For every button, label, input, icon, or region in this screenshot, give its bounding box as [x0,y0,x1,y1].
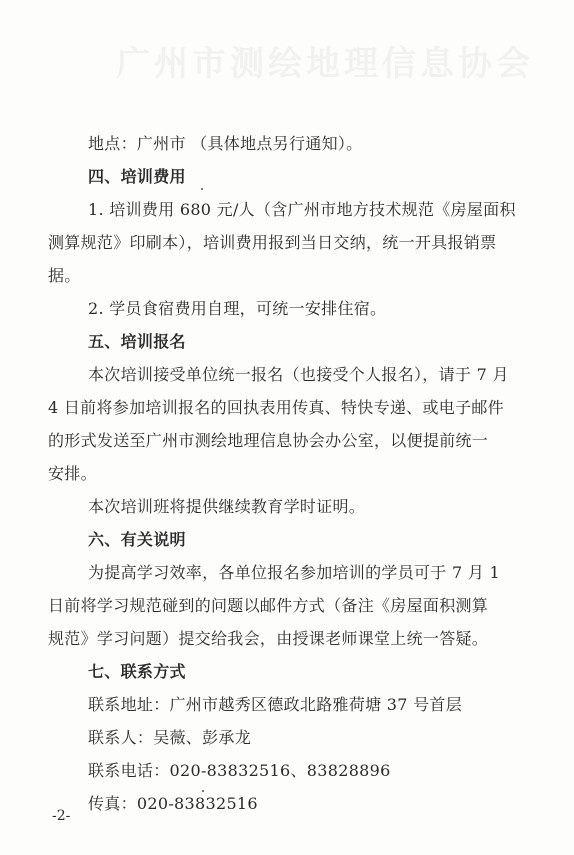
contact-fax: 传真：020-83832516 [88,794,258,813]
section-heading-fees: 四、培训费用 [88,167,186,186]
notes-para-line-3: 规范》学习问题）提交给我会，由授课老师课堂上统一答疑。 [48,629,489,648]
registration-para-line-1: 本次培训接受单位统一报名（也接受个人报名），请于 7 月 [88,365,509,384]
location-line: 地点：广州市 （具体地点另行通知）。 [88,134,363,153]
association-watermark: 广州市测绘地理信息协会 [116,44,534,84]
fees-item-1-line-3: 据。 [48,266,81,285]
contact-address: 联系地址：广州市越秀区德政北路雅荷塘 37 号首层 [88,695,463,714]
notes-para-line-2: 日前将学习规范碰到的问题以邮件方式（备注《房屋面积测算 [48,596,489,615]
notes-para-line-1: 为提高学习效率，各单位报名参加培训的学员可于 7 月 1 [88,563,501,582]
registration-para-line-2: 4 日前将参加培训报名的回执表用传真、特快专递、或电子邮件 [48,398,504,417]
section-heading-registration: 五、培训报名 [88,332,186,351]
registration-para-line-4: 安排。 [48,464,97,483]
fees-item-1-line-1: 1. 培训费用 680 元/人（含广州市地方技术规范《房屋面积 [88,200,516,219]
contact-phone: 联系电话：020-83832516、83828896 [88,761,391,780]
fees-item-1-line-2: 测算规范》印刷本），培训费用报到当日交纳，统一开具报销票 [48,233,497,252]
section-heading-contact: 七、联系方式 [88,662,186,681]
section-heading-notes: 六、有关说明 [88,530,186,549]
scan-speck [202,790,204,792]
registration-certificate-note: 本次培训班将提供继续教育学时证明。 [88,497,366,516]
scan-speck [201,188,203,190]
fees-item-2: 2. 学员食宿费用自理，可统一安排住宿。 [88,299,387,318]
contact-persons: 联系人：吴薇、彭承龙 [88,728,252,747]
registration-para-line-3: 的形式发送至广州市测绘地理信息协会办公室，以便提前统一 [48,431,489,450]
page-number: -2- [52,808,71,824]
